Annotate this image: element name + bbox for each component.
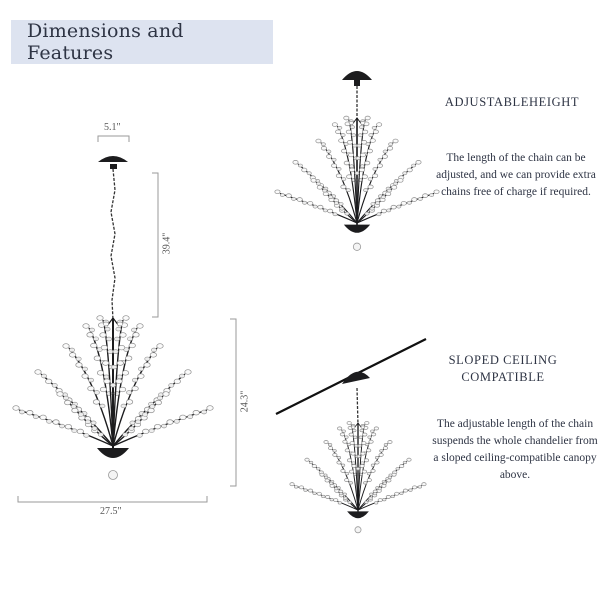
body-width-label: 27.5" <box>100 506 122 517</box>
chain-length-label: 39.4" <box>161 232 173 255</box>
feature-body-adjustable-height: The length of the chain can be adjusted, and we can provide extra chains free of charge if required. <box>436 152 596 198</box>
canopy-width-label: 5.1" <box>104 122 121 133</box>
feature-heading-adjustable-height: ADJUSTABLEHEIGHT <box>444 95 580 109</box>
feature-body-sloped-ceiling: The adjustable length of the chain suspends the whole chandelier from a sloped ceiling-compatible canopy above. <box>432 418 598 481</box>
body-height-label: 24.3" <box>239 390 251 413</box>
section-title: Dimensions and Features <box>27 20 184 64</box>
chandelier-main-image <box>13 156 213 480</box>
feature-heading-sloped-ceiling: SLOPED CEILING COMPATIBLE <box>448 353 558 384</box>
chandelier-adjustable-image <box>275 71 439 250</box>
chain <box>111 169 115 320</box>
